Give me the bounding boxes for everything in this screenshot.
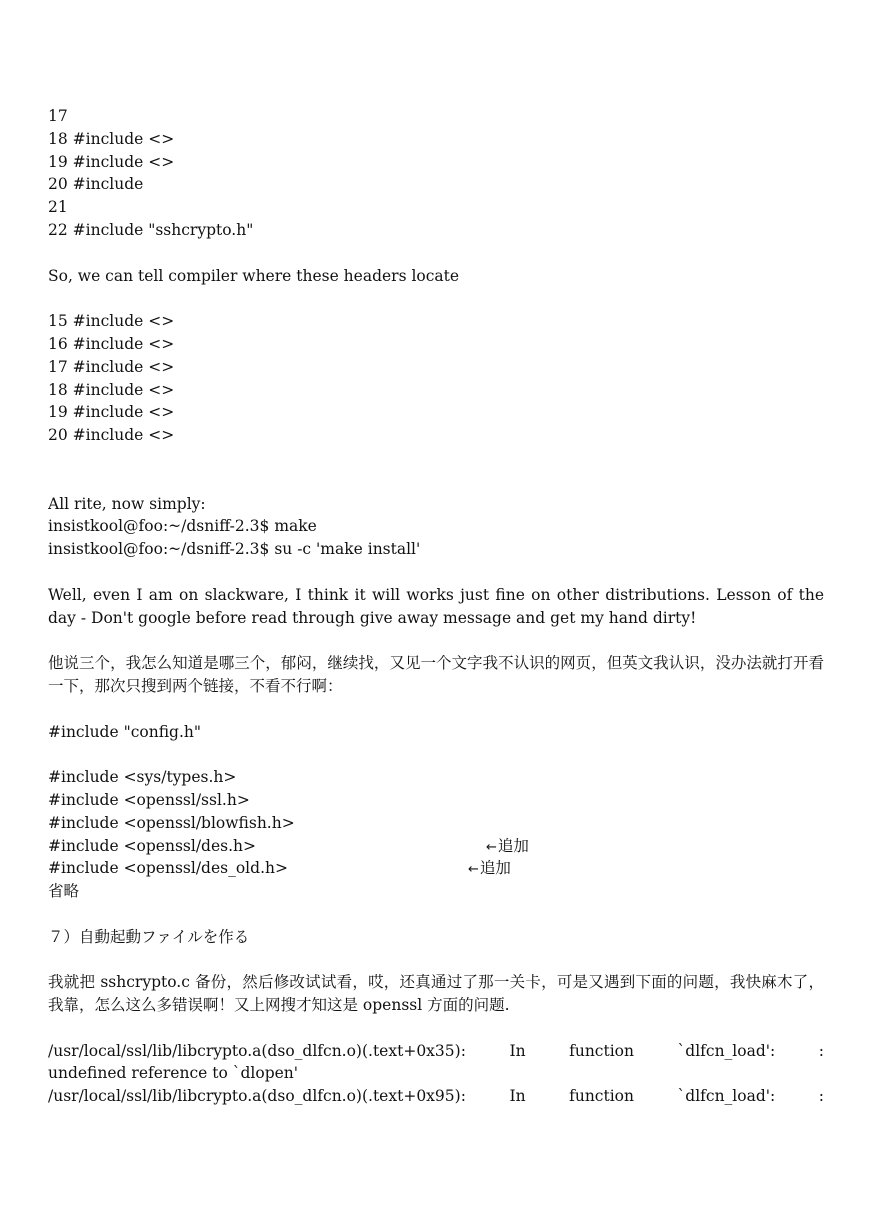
omit-text: 省略 — [48, 882, 80, 901]
code-line: 19 #include <> — [48, 403, 175, 422]
lesson-paragraph: Well, even I am on slackware, I think it will works just fine on other distributions. Lesson of the day - Don't google before read through give away message and get my hand dirty! — [48, 585, 824, 627]
code-line: 18 #include <> — [48, 380, 175, 399]
code-line: 21 — [48, 198, 68, 217]
document-body — [48, 105, 824, 1108]
error-word: In — [509, 1041, 526, 1060]
add-annotation — [486, 835, 529, 858]
code-line: #include <openssl/blowfish.h> — [48, 813, 295, 832]
error-word: function — [569, 1087, 634, 1106]
instruction-text: All rite, now simply: — [48, 494, 206, 513]
code-line: 16 #include <> — [48, 334, 175, 353]
add-annotation — [468, 857, 511, 880]
left-arrow-icon: ← — [486, 839, 497, 855]
code-line: 19 #include <> — [48, 152, 175, 171]
error-function: `dlfcn_load': — [677, 1087, 776, 1106]
code-line: #include <openssl/des.h> — [48, 836, 257, 855]
code-block-line-numbers — [48, 105, 824, 242]
error-word: : — [818, 1087, 824, 1106]
code-line: #include <openssl/ssl.h> — [48, 790, 250, 809]
code-block-headers — [48, 310, 824, 447]
include-list — [48, 766, 824, 880]
chinese-paragraph: 他说三个，我怎么知道是哪三个，郁闷，继续找，又见一个文字我不认识的网页，但英文我认识，没办法就打开看一下，那次只搜到两个链接，不看不行啊： — [48, 654, 824, 695]
code-line: 22 #include "sshcrypto.h" — [48, 220, 254, 239]
code-line: #include "config.h" — [48, 722, 201, 741]
shell-command: insistkool@foo:~/dsniff-2.3$ make — [48, 517, 317, 536]
chinese-paragraph: 我就把 sshcrypto.c 备份，然后修改试试看，哎，还真通过了那一关卡，可是又遇到下面的问题，我快麻木了，我靠，怎么这么多错误啊！又上网搜才知这是 openssl 方面的问题. — [48, 973, 824, 1015]
error-line — [48, 1040, 824, 1063]
error-word: : — [818, 1041, 824, 1060]
error-word: function — [569, 1041, 634, 1060]
code-line: 20 #include — [48, 175, 144, 194]
error-source: /usr/local/ssl/lib/libcrypto.a(dso_dlfcn.o)(.text+0x35): — [48, 1041, 466, 1060]
shell-command: insistkool@foo:~/dsniff-2.3$ su -c 'make install' — [48, 540, 421, 559]
error-source: /usr/local/ssl/lib/libcrypto.a(dso_dlfcn.o)(.text+0x95): — [48, 1087, 466, 1106]
add-label: 追加 — [479, 859, 511, 878]
code-line: 15 #include <> — [48, 312, 175, 331]
code-line: 17 — [48, 107, 68, 125]
error-line-continued: undefined reference to `dlopen' — [48, 1064, 299, 1083]
left-arrow-icon: ← — [468, 862, 479, 878]
code-line: 20 #include <> — [48, 426, 175, 445]
code-line: #include <sys/types.h> — [48, 768, 237, 787]
explanation-text: So, we can tell compiler where these headers locate — [48, 266, 460, 285]
error-function: `dlfcn_load': — [677, 1041, 776, 1060]
error-word: In — [509, 1087, 526, 1106]
code-line: 17 #include <> — [48, 357, 175, 376]
code-line: 18 #include <> — [48, 129, 175, 148]
add-label: 追加 — [497, 836, 529, 855]
japanese-heading: ７）自動起動ファイルを作る — [48, 927, 250, 946]
error-line — [48, 1085, 824, 1108]
code-line: #include <openssl/des_old.h> — [48, 859, 288, 878]
